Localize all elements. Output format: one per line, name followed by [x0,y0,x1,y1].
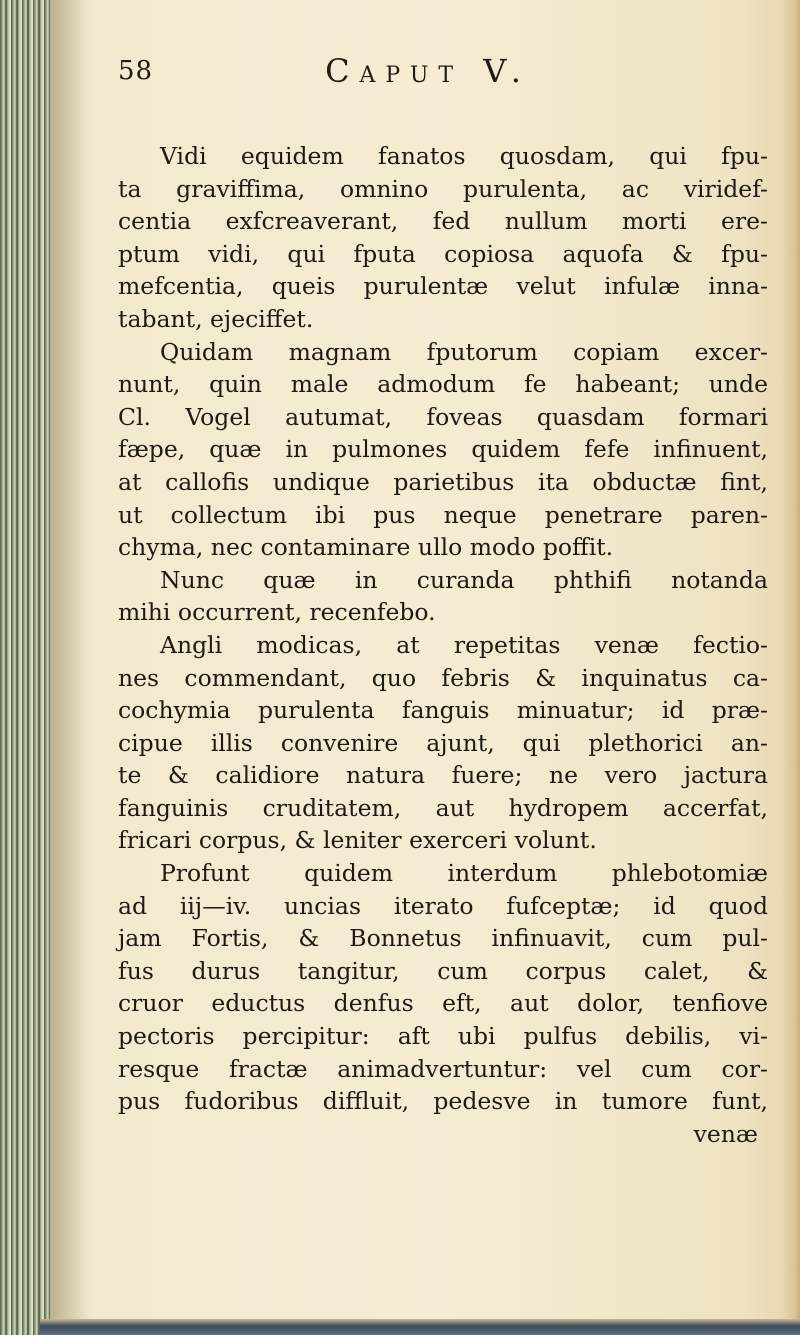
text-line: ptum vidi, qui fputa copiosa aquofa & fpu- [118,239,768,268]
text-line: nes commendant, quo febris & inquinatus ca- [118,663,768,692]
text-line: Angli modicas, at repetitas venæ fectio- [160,630,768,659]
text-line: at callofis undique parietibus ita obductæ fint, [118,467,768,496]
text-line: ad iij—iv. uncias iterato fufceptæ; id quod [118,891,768,920]
text-line: chyma, nec contaminare ullo modo poffit. [118,533,614,562]
page-edge [782,0,800,1335]
text-line: centia exfcreaverant, fed nullum morti ere- [118,207,768,236]
text-line: pectoris percipitur: aft ubi pulfus debilis, vi- [118,1022,768,1051]
text-line: Nunc quæ in curanda phthifi notanda [160,565,768,594]
text-line: fanguinis cruditatem, aut hydropem accerfat, [118,793,768,822]
gutter-shadow [50,0,90,1335]
text-line: tabant, ejeciffet. [118,304,314,333]
text-line: fæpe, quæ in pulmones quidem fefe infinuent, [118,435,768,464]
text-line: ut collectum ibi pus neque penetrare paren- [118,500,768,529]
text-line: cochymia purulenta fanguis minuatur; id præ- [118,696,768,725]
running-head [118,52,758,102]
page-number: 58 [118,56,154,86]
text-line: te & calidiore natura fuere; ne vero jactura [118,761,768,790]
text-line: mefcentia, queis purulentæ velut infulæ inna- [118,272,768,301]
book-binding [0,0,50,1335]
text-line: Vidi equidem fanatos quosdam, qui fpu- [160,142,768,170]
bottom-edge [40,1319,800,1335]
text-body [118,140,768,1150]
text-line: mihi occurrent, recenfebo. [118,598,436,627]
text-line: fus durus tangitur, cum corpus calet, & [118,956,768,985]
text-line: Quidam magnam fputorum copiam excer- [160,337,768,366]
text-line: pus fudoribus diffluit, pedesve in tumore funt, [118,1087,768,1116]
text-line: jam Fortis, & Bonnetus infinuavit, cum pul- [118,924,768,953]
chapter-title: Caput V. [325,52,531,90]
text-line: Cl. Vogel autumat, foveas quasdam formari [118,402,768,431]
text-line: cruor eductus denfus eft, aut dolor, tenfiove [118,989,768,1018]
text-line: nunt, quin male admodum fe habeant; unde [118,370,768,399]
text-line: ta graviffima, omnino purulenta, ac viridef- [118,174,768,203]
text-line: Profunt quidem interdum phlebotomiæ [160,859,768,888]
text-line: cipue illis convenire ajunt, qui plethorici an- [118,728,768,757]
text-line: resque fractæ animadvertuntur: vel cum cor- [118,1054,768,1083]
text-line: fricari corpus, & leniter exerceri volunt. [118,826,597,855]
catchword: venæ [693,1119,758,1148]
